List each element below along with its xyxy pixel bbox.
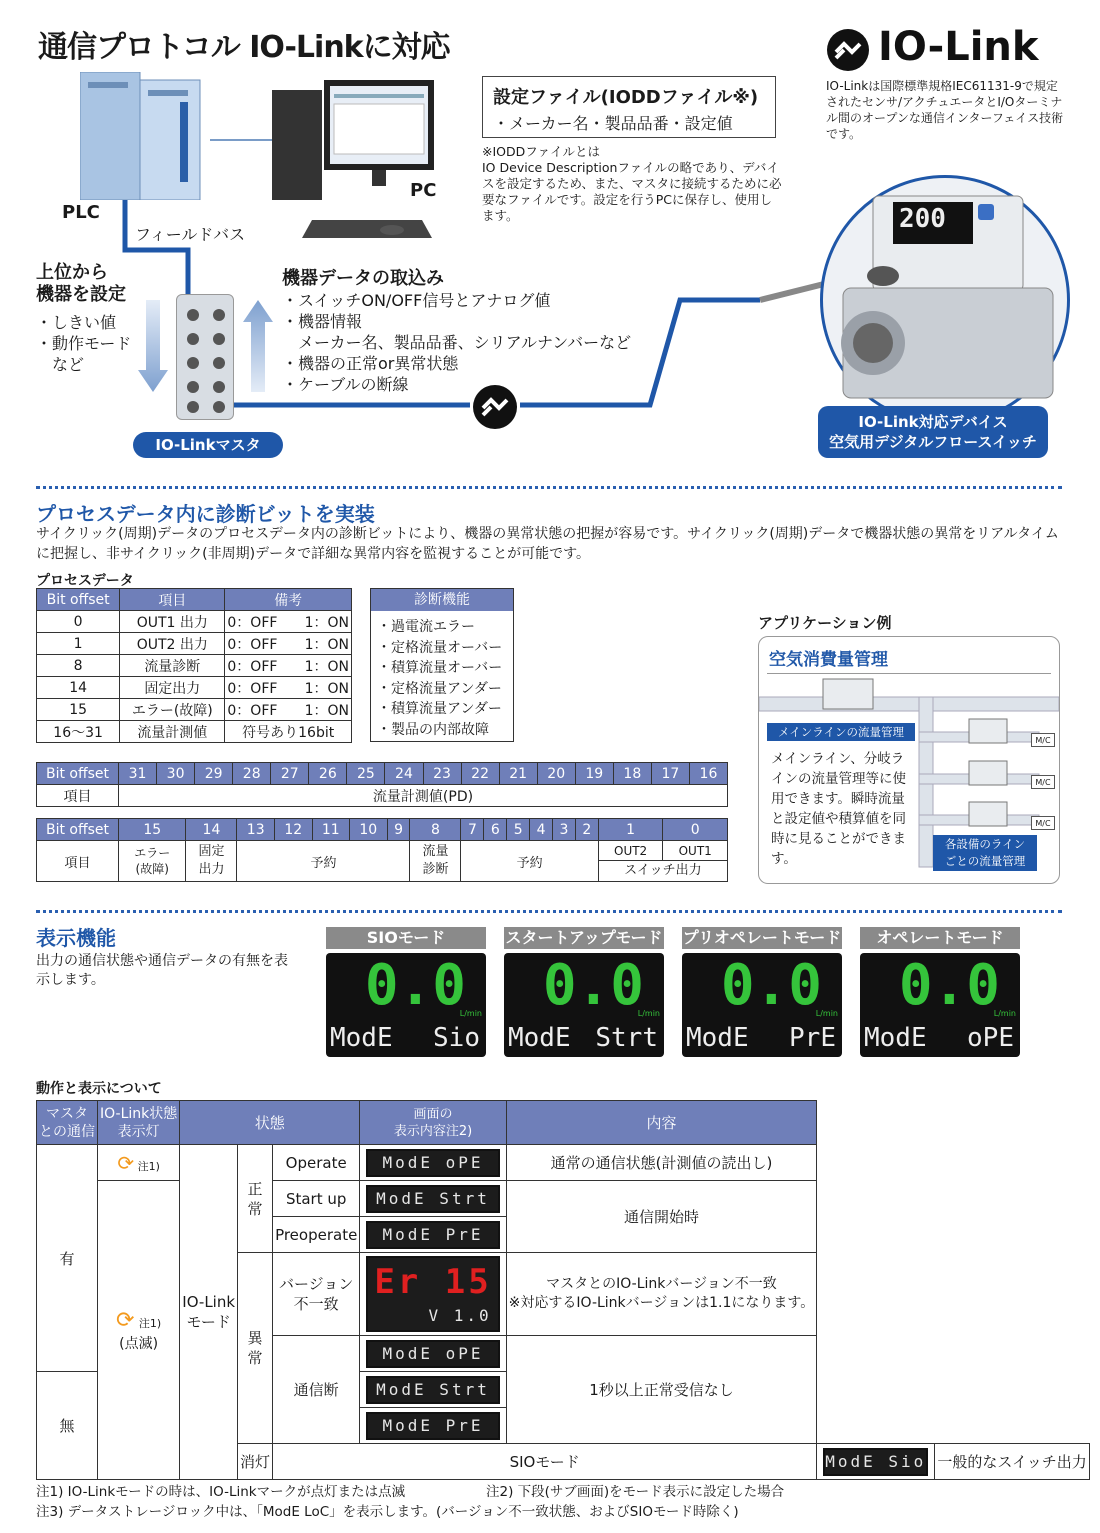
comm-yes: 有 bbox=[37, 1145, 98, 1372]
pd-cell: 1：ON bbox=[292, 611, 352, 633]
iodd-note: ※IODDファイルとは IO Device Descriptionファイルの略であり、デバイスを設定するため、また、マスタに接続するために必要なファイルです。設定を行うPCに保存し、使用します。 bbox=[482, 144, 782, 223]
application-subtitle: 空気消費量管理 bbox=[769, 650, 888, 670]
diag-item: ・積算流量アンダー bbox=[377, 701, 502, 717]
pd-cell: 流量診断 bbox=[120, 655, 225, 677]
lcd-operate: ModE oPE bbox=[366, 1149, 499, 1177]
device-label: IO-Link対応デバイス 空気用デジタルフロースイッチ bbox=[818, 406, 1048, 458]
lcd-sio: ModE Sio bbox=[823, 1448, 928, 1476]
mode-unit: L/min bbox=[459, 1009, 482, 1018]
mode-value: 0.0 bbox=[542, 953, 644, 1018]
mode-word: ModE bbox=[686, 1023, 749, 1053]
io-link-master-illustration bbox=[176, 294, 234, 420]
pd-cell: エラー(故障) bbox=[120, 699, 225, 721]
bit-cell: 2 bbox=[575, 819, 598, 841]
data-intake-item-1: ・スイッチON/OFF信号とアナログ値 bbox=[282, 291, 551, 310]
reserved-cell: 予約 bbox=[461, 841, 598, 882]
pc-label: PC bbox=[410, 180, 437, 201]
pd-cell: 0 bbox=[37, 611, 120, 633]
iodd-title: 設定ファイル(IODDファイル※) bbox=[493, 87, 759, 108]
diagnostic-functions-box bbox=[370, 588, 514, 742]
upper-settings-item-1: ・しきい値 bbox=[36, 313, 117, 332]
reserved-cell: 予約 bbox=[237, 841, 410, 882]
mode-unit: L/min bbox=[993, 1009, 1016, 1018]
bit-cell: 0 bbox=[663, 819, 728, 841]
bit-cell: 25 bbox=[347, 763, 385, 785]
bit-cell: 17 bbox=[651, 763, 689, 785]
lamp-off: 消灯 bbox=[238, 1444, 273, 1480]
operation-display-title: 動作と表示について bbox=[36, 1081, 162, 1097]
pd-cell: 1：ON bbox=[292, 677, 352, 699]
plc-label: PLC bbox=[62, 202, 100, 223]
lcd-error bbox=[366, 1256, 499, 1332]
diag-item: ・定格流量アンダー bbox=[377, 680, 502, 697]
lcd-cut-pre: ModE PrE bbox=[366, 1412, 499, 1440]
process-data-table bbox=[36, 588, 352, 743]
lcd-cut-strt: ModE Strt bbox=[366, 1376, 499, 1404]
io-link-logo-text: IO-Link bbox=[878, 24, 1039, 70]
abnormal-cell: 異 常 bbox=[238, 1253, 273, 1444]
section-diagnostic-title: プロセスデータ内に診断ビットを実装 bbox=[36, 502, 375, 526]
upper-settings-item-2: ・動作モード など bbox=[36, 334, 132, 374]
application-title: アプリケーション例 bbox=[758, 614, 892, 632]
content-cut: 1秒以上正常受信なし bbox=[506, 1336, 817, 1444]
divider-1 bbox=[36, 486, 1062, 489]
io-link-icon bbox=[472, 384, 518, 430]
pd-cell: 1：ON bbox=[292, 633, 352, 655]
content-sio: 一般的なスイッチ出力 bbox=[935, 1444, 1089, 1480]
bit-cell: 18 bbox=[613, 763, 651, 785]
bit-cell: 1 bbox=[598, 819, 663, 841]
bit-cell: 10 bbox=[350, 819, 388, 841]
mode-sub: Sio bbox=[433, 1023, 480, 1053]
mc-box: M/C bbox=[1031, 816, 1055, 830]
bit-cell: 19 bbox=[575, 763, 613, 785]
mode-sub: Strt bbox=[595, 1023, 658, 1053]
mode-label: オペレートモード bbox=[860, 927, 1020, 949]
pd-cell: OUT2 出力 bbox=[120, 633, 225, 655]
comm-no: 無 bbox=[37, 1372, 98, 1480]
bit-cell: 21 bbox=[499, 763, 537, 785]
bit-cell: 3 bbox=[553, 819, 576, 841]
blink-label: (点滅) bbox=[119, 1335, 159, 1352]
lcd-cut-ope: ModE oPE bbox=[366, 1340, 499, 1368]
lcd-error-main: Er 15 bbox=[374, 1262, 492, 1302]
section-diagnostic-text: サイクリック(周期)データのプロセスデータ内の診断ビットにより、機器の異常状態の把握が容易です。サイクリック(周期)データで機器状態の異常をリアルタイムに把握し、非サイクリック(非周期)データで詳細な異常内容を監視することが可能です。 bbox=[36, 526, 1059, 562]
bit-cell: 13 bbox=[237, 819, 275, 841]
diag-item: ・製品の内部故障 bbox=[377, 721, 489, 738]
op-header-screen: 画面の 表示内容注2) bbox=[360, 1101, 506, 1145]
note1-mark: 注1) bbox=[137, 1159, 160, 1173]
bit-cell: 7 bbox=[461, 819, 484, 841]
mode-display-operate bbox=[860, 927, 1020, 1057]
diag-item: ・積算流量オーバー bbox=[377, 660, 503, 676]
bit-cell: 8 bbox=[410, 819, 461, 841]
bit-offset-header: Bit offset bbox=[37, 819, 119, 841]
bit15-cell: エラー (故障) bbox=[119, 841, 186, 882]
mode-value: 0.0 bbox=[364, 953, 466, 1018]
state-operate: Operate bbox=[273, 1145, 360, 1181]
device-display-value: 200 bbox=[899, 204, 946, 234]
op-header-comm: マスタ との通信 bbox=[37, 1101, 98, 1145]
bit-cell: 5 bbox=[507, 819, 530, 841]
normal-cell: 正 常 bbox=[238, 1145, 273, 1253]
mode-label: スタートアップモード bbox=[505, 928, 663, 947]
state-sio: SIOモード bbox=[273, 1444, 817, 1480]
mc-box: M/C bbox=[1031, 733, 1055, 747]
content-start: 通信開始時 bbox=[506, 1181, 817, 1253]
switch-output-cell: スイッチ出力 bbox=[624, 863, 702, 878]
state-comm-cut: 通信断 bbox=[273, 1336, 360, 1444]
mode-sub: oPE bbox=[967, 1023, 1014, 1053]
bit-cell: 20 bbox=[537, 763, 575, 785]
iodd-box bbox=[482, 76, 776, 138]
pd-cell: 0：OFF bbox=[225, 633, 292, 655]
page-title: 通信プロトコル IO-Linkに対応 bbox=[38, 30, 450, 65]
note-2: 注2) 下段(サブ画面)をモード表示に設定した場合 bbox=[486, 1484, 785, 1500]
data-intake-title: 機器データの取込み bbox=[282, 268, 444, 289]
io-link-description: IO-Linkは国際標準規格IEC61131-9で規定されたセンサ/アクチュエータとI/Oターミナル間のオープンな通信インターフェイス技術です。 bbox=[826, 79, 1064, 141]
lcd-preoperate: ModE PrE bbox=[366, 1221, 499, 1249]
pd-cell: 0：OFF bbox=[225, 611, 292, 633]
bit-cell: 26 bbox=[309, 763, 347, 785]
section-display-title: 表示機能 bbox=[36, 926, 116, 950]
bit-cell: 30 bbox=[157, 763, 195, 785]
bit-cell: 23 bbox=[423, 763, 461, 785]
pd-cell: 0：OFF bbox=[225, 655, 292, 677]
main-line-label: メインラインの流量管理 bbox=[767, 723, 915, 741]
bit-cell: 27 bbox=[271, 763, 309, 785]
bit14-cell: 固定 出力 bbox=[186, 841, 237, 882]
up-arrow-icon bbox=[243, 300, 273, 392]
pd-cell: 符号あり16bit bbox=[225, 721, 352, 743]
io-link-master-label: IO-Linkマスタ bbox=[133, 432, 283, 458]
bit-cell: 28 bbox=[233, 763, 271, 785]
pd-cell: 0：OFF bbox=[225, 677, 292, 699]
mode-display-sio bbox=[326, 927, 486, 1057]
pd-cell: 流量計測値 bbox=[120, 721, 225, 743]
bit-cell: 24 bbox=[385, 763, 423, 785]
pd-cell: 14 bbox=[37, 677, 120, 699]
bit-cell: 15 bbox=[119, 819, 186, 841]
mode-value: 0.0 bbox=[720, 953, 822, 1018]
pd-cell: 0：OFF bbox=[225, 699, 292, 721]
mode-display-preoperate bbox=[682, 927, 842, 1057]
branch-line-label: 各設備のライン ごとの流量管理 bbox=[933, 835, 1037, 871]
bit8-cell: 流量 診断 bbox=[410, 841, 461, 882]
fieldbus-label: フィールドバス bbox=[135, 225, 246, 244]
application-text: メインライン、分岐ラインの流量管理等に使用できます。瞬時流量と設定値や積算値を同時に見ることができます。 bbox=[771, 751, 906, 867]
pd-cell: 1：ON bbox=[292, 699, 352, 721]
pd-value-cell: 流量計測値(PD) bbox=[119, 785, 728, 807]
op-header-state: 状態 bbox=[180, 1101, 360, 1145]
pd-cell: 8 bbox=[37, 655, 120, 677]
pd-cell: 固定出力 bbox=[120, 677, 225, 699]
mode-word: ModE bbox=[864, 1023, 927, 1053]
lamp-blink: ⟳ 注1) (点滅) bbox=[98, 1181, 180, 1480]
mode-value: 0.0 bbox=[898, 953, 1000, 1018]
pd-cell: 15 bbox=[37, 699, 120, 721]
out2-cell: OUT2 bbox=[599, 841, 664, 860]
down-arrow-icon bbox=[138, 300, 168, 392]
mode-word: ModE bbox=[508, 1023, 571, 1053]
pd-header-bit: Bit offset bbox=[37, 589, 120, 611]
mc-box: M/C bbox=[1031, 775, 1055, 789]
bit-cell: 9 bbox=[387, 819, 410, 841]
data-intake-item-3: ・機器の正常or異常状態 bbox=[282, 354, 459, 373]
process-data-label: プロセスデータ bbox=[36, 573, 134, 589]
lcd-startup: ModE Strt bbox=[366, 1185, 499, 1213]
pd-header-note: 備考 bbox=[225, 589, 352, 611]
mode-unit: L/min bbox=[815, 1009, 838, 1018]
mode-word: ModE bbox=[330, 1023, 393, 1053]
bit-map-high-table bbox=[36, 762, 728, 807]
application-box bbox=[758, 636, 1060, 884]
data-intake-item-2: ・機器情報 メーカー名、製品品番、シリアルナンバーなど bbox=[282, 312, 632, 352]
diag-item: ・定格流量オーバー bbox=[377, 639, 503, 656]
mode-sub: PrE bbox=[789, 1023, 836, 1053]
op-header-content: 内容 bbox=[506, 1101, 817, 1145]
lcd-error-sub: V 1.0 bbox=[428, 1306, 492, 1325]
flow-switch-illustration bbox=[820, 175, 1070, 425]
bit-map-low-table bbox=[36, 818, 728, 882]
pd-cell: 16〜31 bbox=[37, 721, 120, 743]
bit-offset-header: Bit offset bbox=[37, 763, 119, 785]
iolink-mode-cell: IO-Link モード bbox=[180, 1145, 238, 1480]
mode-unit: L/min bbox=[637, 1009, 660, 1018]
item-label: 項目 bbox=[37, 841, 119, 882]
upper-settings-title: 上位から 機器を設定 bbox=[36, 262, 126, 305]
state-startup: Start up bbox=[273, 1181, 360, 1217]
data-intake-item-4: ・ケーブルの断線 bbox=[282, 375, 409, 394]
bit-cell: 4 bbox=[530, 819, 553, 841]
note-1: 注1) IO-Linkモードの時は、IO-Linkマークが点灯または点滅 bbox=[36, 1484, 406, 1500]
pd-header-item: 項目 bbox=[120, 589, 225, 611]
bit-cell: 29 bbox=[195, 763, 233, 785]
iodd-item: ・メーカー名・製品品番・設定値 bbox=[493, 114, 733, 133]
mode-display-startup bbox=[504, 927, 664, 1057]
item-label: 項目 bbox=[37, 785, 119, 807]
pd-cell: OUT1 出力 bbox=[120, 611, 225, 633]
divider-2 bbox=[36, 910, 1062, 913]
op-header-lamp: IO-Link状態 表示灯 bbox=[98, 1101, 180, 1145]
operation-display-table bbox=[36, 1100, 1090, 1480]
note1-mark: 注1) bbox=[138, 1316, 162, 1330]
content-version: マスタとのIO-Linkバージョン不一致 ※対応するIO-Linkバージョンは1.1になります。 bbox=[506, 1253, 817, 1336]
diag-item: ・過電流エラー bbox=[377, 619, 475, 635]
pd-cell: 1 bbox=[37, 633, 120, 655]
bit-cell: 12 bbox=[274, 819, 312, 841]
diag-header: 診断機能 bbox=[371, 589, 513, 611]
pd-cell: 1：ON bbox=[292, 655, 352, 677]
bit-cell: 14 bbox=[186, 819, 237, 841]
bit-cell: 22 bbox=[461, 763, 499, 785]
out1-cell: OUT1 bbox=[678, 844, 712, 858]
bit-cell: 31 bbox=[119, 763, 157, 785]
mode-label: プリオペレートモード bbox=[682, 928, 842, 947]
content-operate: 通常の通信状態(計測値の読出し) bbox=[506, 1145, 817, 1181]
section-display-text: 出力の通信状態や通信データの有無を表示します。 bbox=[36, 953, 288, 988]
bit-cell: 16 bbox=[689, 763, 727, 785]
bit-cell: 6 bbox=[484, 819, 507, 841]
state-preoperate: Preoperate bbox=[273, 1217, 360, 1253]
note-3: 注3) データストレージロック中は、「ModE LoC」を表示します。(バージョン不一致状態、およびSIOモード時除く) bbox=[36, 1504, 739, 1520]
mode-label: SIOモード bbox=[326, 927, 486, 949]
lamp-on: ⟳ 注1) bbox=[98, 1145, 180, 1181]
state-version: バージョン 不一致 bbox=[273, 1253, 360, 1336]
bit-cell: 11 bbox=[312, 819, 350, 841]
